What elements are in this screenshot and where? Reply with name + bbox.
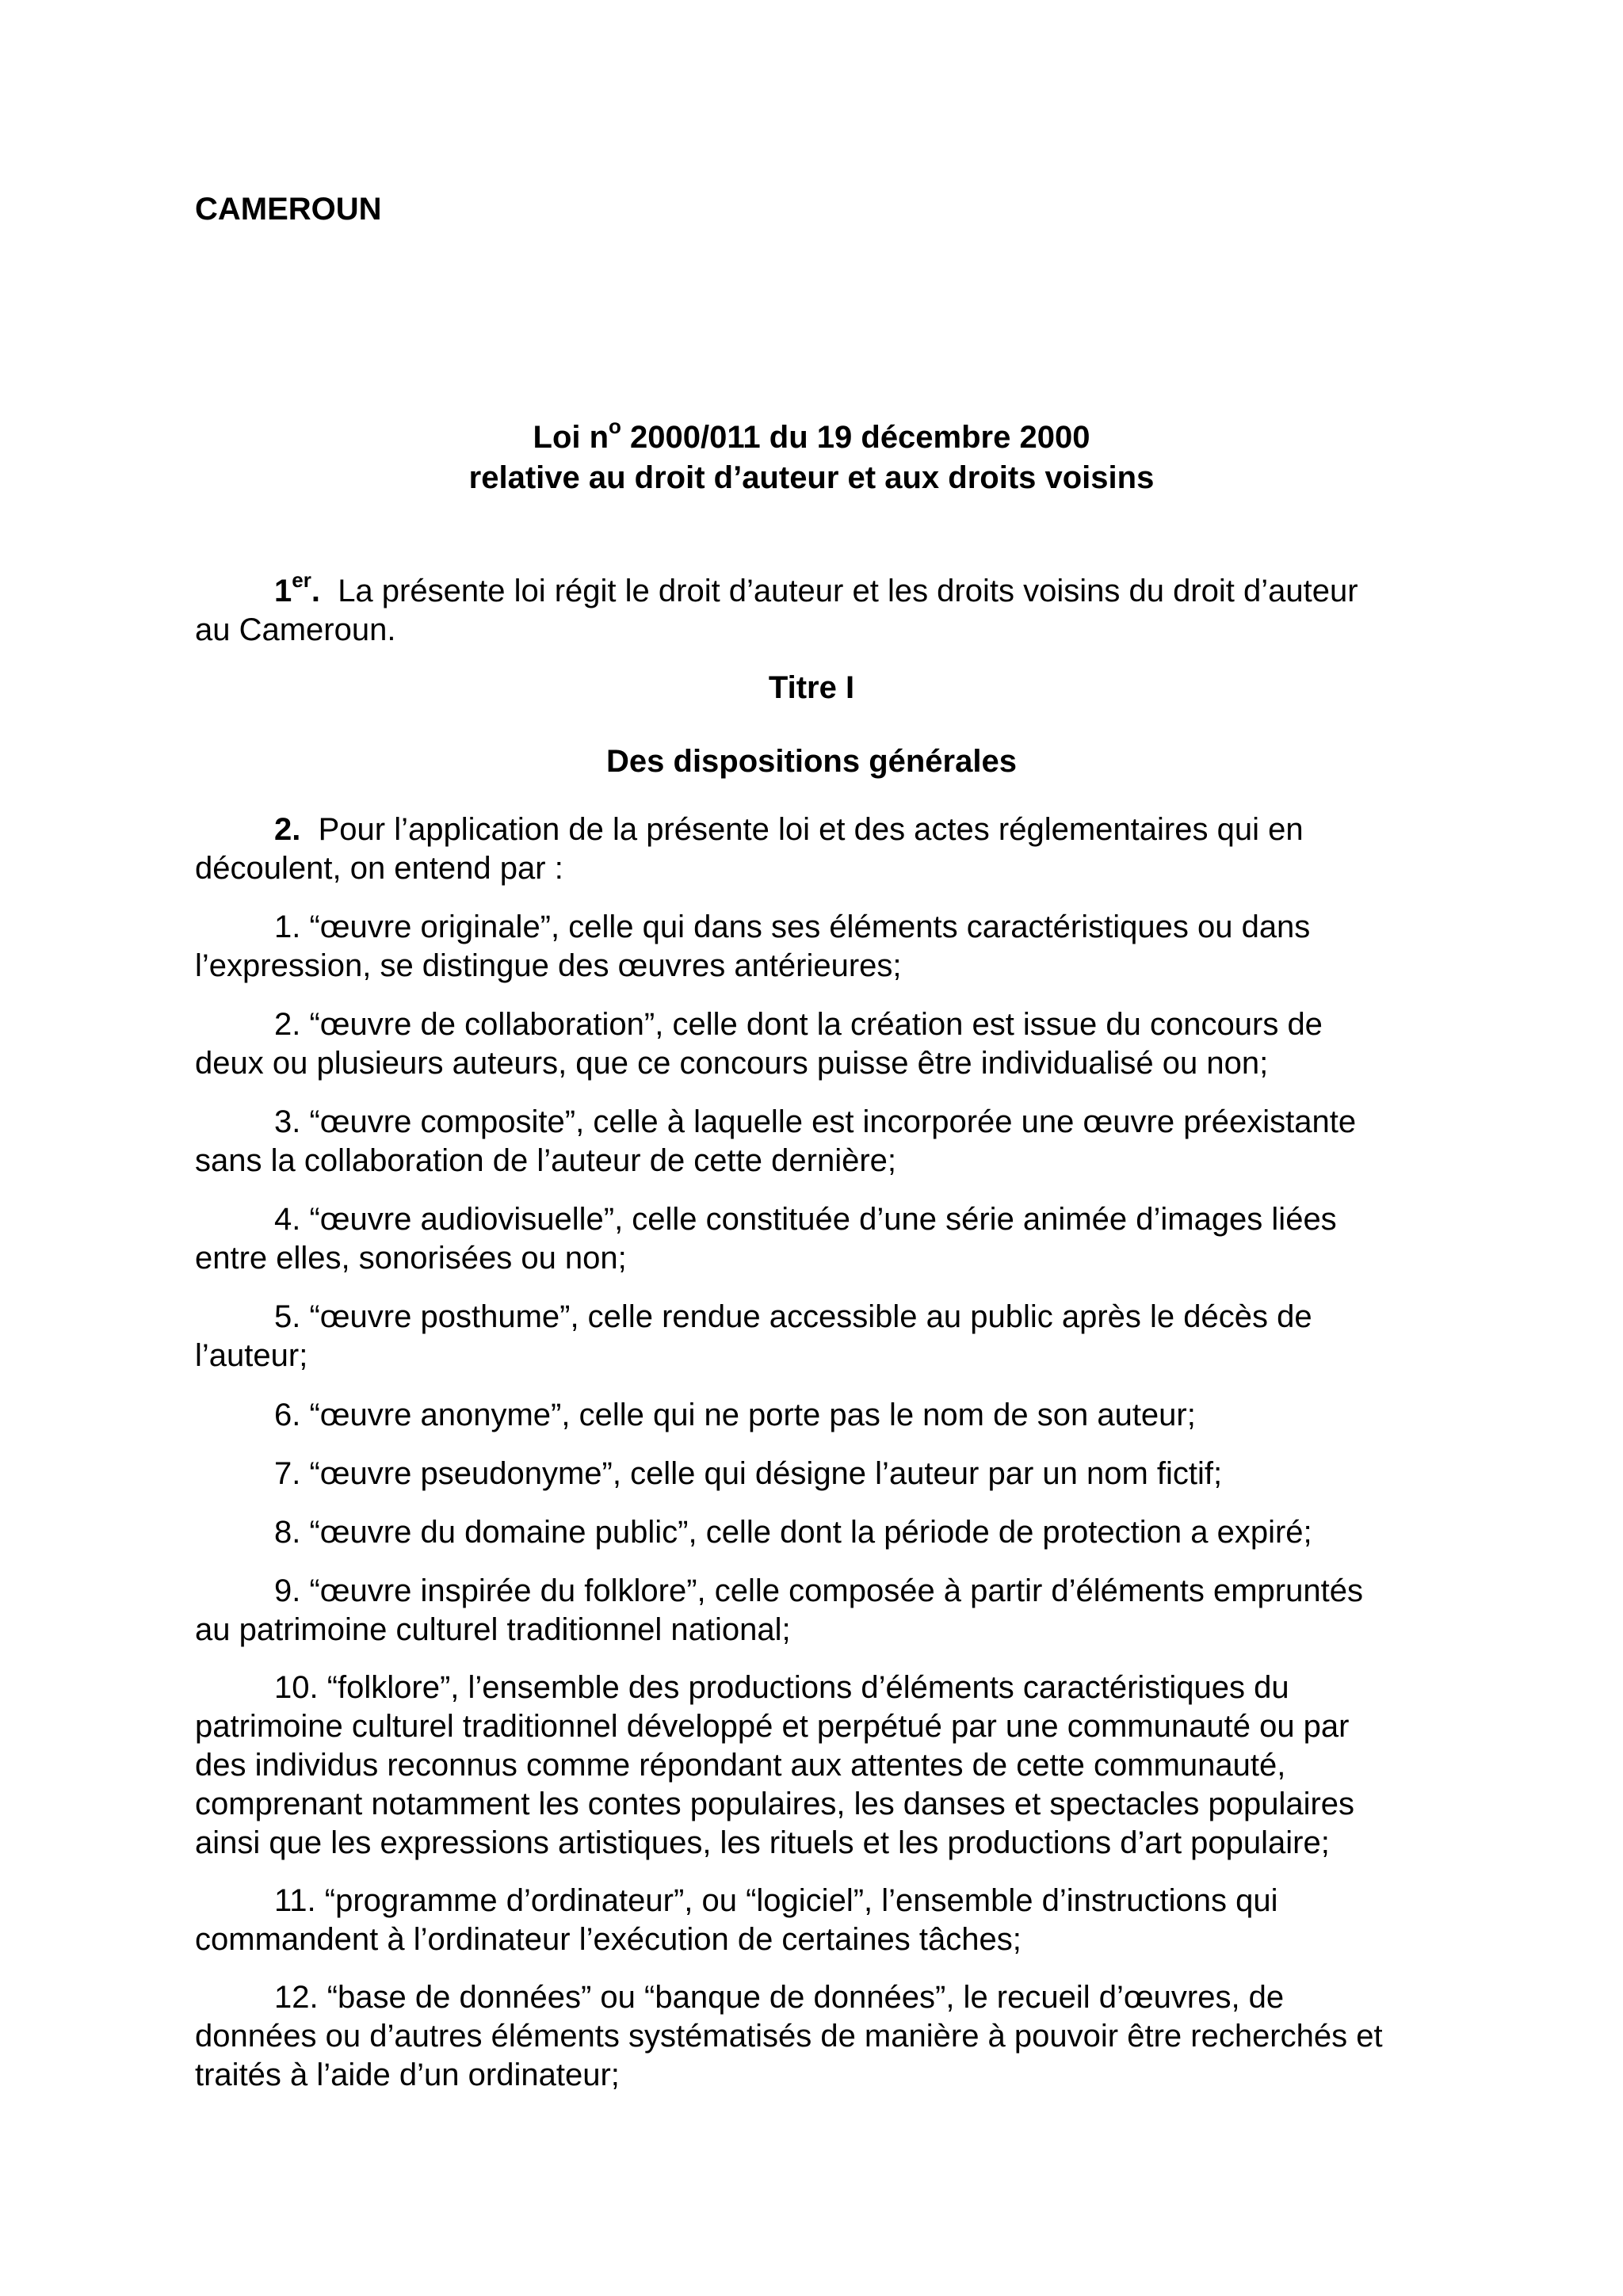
definition-4	[195, 1200, 1431, 1278]
definition-12	[195, 1978, 1431, 2095]
definition-line: sans la collaboration de l’auteur de cette dernière;	[195, 1143, 896, 1178]
definition-7	[195, 1455, 1431, 1493]
definition-line: l’expression, se distingue des œuvres antérieures;	[195, 948, 902, 983]
definition-lead: 1. “œuvre originale”, celle qui dans ses éléments caractéristiques ou dans	[274, 910, 1311, 944]
definition-6	[195, 1396, 1431, 1435]
definition-lead: 11. “programme d’ordinateur”, ou “logiciel”, l’ensemble d’instructions qui	[274, 1883, 1278, 1918]
country-heading: CAMEROUN	[195, 192, 382, 227]
definition-line: au patrimoine culturel traditionnel national;	[195, 1612, 791, 1647]
definition-line: deux ou plusieurs auteurs, que ce concours puisse être individualisé ou non;	[195, 1046, 1269, 1081]
definition-line: comprenant notamment les contes populaires, les danses et spectacles populaires	[195, 1787, 1355, 1821]
definition-8	[195, 1513, 1431, 1552]
definition-lead: 12. “base de données” ou “banque de données”, le recueil d’œuvres, de	[274, 1980, 1285, 2015]
definition-lead: 3. “œuvre composite”, celle à laquelle est incorporée une œuvre préexistante	[274, 1104, 1357, 1139]
definition-2	[195, 1005, 1431, 1083]
law-title-prefix: Loi n	[533, 420, 609, 455]
definition-10	[195, 1669, 1431, 1863]
article-2-text-line-2: découlent, on entend par :	[195, 851, 563, 886]
definition-lead: 10. “folklore”, l’ensemble des productions d’éléments caractéristiques du	[274, 1670, 1289, 1705]
article-1-number: 1er.	[274, 567, 320, 608]
definition-line: données ou d’autres éléments systématisés de manière à pouvoir être recherchés et	[195, 2019, 1383, 2054]
definition-1	[195, 908, 1431, 986]
article-2-text-line-1: Pour l’application de la présente loi et des actes réglementaires qui en	[318, 812, 1304, 847]
section-heading: Des dispositions générales	[606, 744, 1017, 779]
definition-line: commandent à l’ordinateur l’exécution de certaines tâches;	[195, 1922, 1022, 1957]
definition-lead: 5. “œuvre posthume”, celle rendue accessible au public après le décès de	[274, 1299, 1312, 1334]
article-1-text-line-2: au Cameroun.	[195, 612, 396, 647]
article-2	[195, 810, 1431, 888]
definition-9	[195, 1572, 1431, 1650]
law-title-line-2: relative au droit d’auteur et aux droits voisins	[468, 460, 1155, 495]
article-1-text-line-1: La présente loi régit le droit d’auteur et les droits voisins du droit d’auteur	[338, 574, 1358, 608]
article-1	[195, 567, 1431, 650]
definition-3	[195, 1103, 1431, 1180]
definition-lead: 7. “œuvre pseudonyme”, celle qui désigne l’auteur par un nom fictif;	[274, 1456, 1223, 1491]
definition-lead: 8. “œuvre du domaine public”, celle dont la période de protection a expiré;	[274, 1515, 1312, 1550]
definition-line: des individus reconnus comme répondant aux attentes de cette communauté,	[195, 1748, 1286, 1783]
titre-label: Titre I	[768, 670, 855, 705]
article-1-first-line	[195, 567, 1431, 611]
law-title-number-date: 2000/011 du 19 décembre 2000	[621, 420, 1090, 455]
definition-line: traités à l’aide d’un ordinateur;	[195, 2058, 620, 2092]
article-2-number: 2.	[274, 812, 301, 847]
article-2-first-line	[195, 810, 1431, 849]
definition-lead: 2. “œuvre de collaboration”, celle dont la création est issue du concours de	[274, 1007, 1323, 1042]
definition-line: patrimoine culturel traditionnel développé et perpétué par une communauté ou par	[195, 1709, 1350, 1744]
definition-line: ainsi que les expressions artistiques, les rituels et les productions d’art populaire;	[195, 1825, 1330, 1860]
definition-lead: 6. “œuvre anonyme”, celle qui ne porte pas le nom de son auteur;	[274, 1398, 1196, 1432]
definition-lead: 9. “œuvre inspirée du folklore”, celle composée à partir d’éléments empruntés	[274, 1573, 1363, 1608]
definition-line: entre elles, sonorisées ou non;	[195, 1241, 627, 1276]
definition-lead: 4. “œuvre audiovisuelle”, celle constituée d’une série animée d’images liées	[274, 1202, 1337, 1237]
law-title-number-sign: o	[609, 414, 621, 438]
law-title-line-1	[0, 414, 1623, 457]
definition-line: l’auteur;	[195, 1338, 308, 1373]
definition-11	[195, 1882, 1431, 1959]
definition-5	[195, 1298, 1431, 1375]
